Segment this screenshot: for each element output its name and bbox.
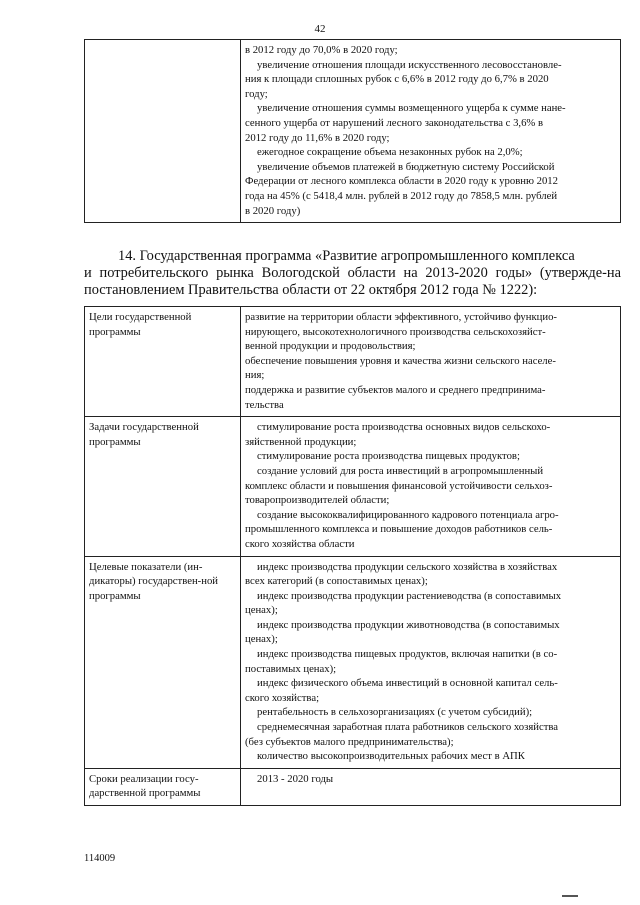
continued-table <box>84 39 621 223</box>
text-line: стимулирование роста производства пищевых продуктов; <box>257 450 520 463</box>
text-line: 2013 - 2020 годы <box>257 772 334 785</box>
text-line: ценах); <box>245 604 278 617</box>
text-line: Федерации от лесного комплекса области в 2020 году к уровню 2012 <box>245 175 558 188</box>
text-line: индекс физического объема инвестиций в основной капитал сель- <box>257 677 558 690</box>
text-line: поставимых ценах); <box>245 662 337 675</box>
text-line: индекс производства продукции животноводства (в сопоставимых <box>257 618 560 631</box>
row-content-timeline <box>241 768 621 805</box>
text-line: в 2020 году) <box>245 204 301 217</box>
text-line: всех категорий (в сопоставимых ценах); <box>245 575 428 588</box>
text-line: венной продукции и продовольствия; <box>245 340 416 353</box>
text-line: увеличение отношения суммы возмещенного ущерба к сумме нане- <box>257 102 566 115</box>
page-number: 42 <box>314 23 326 35</box>
text-line: ния; <box>245 369 265 382</box>
text-line: увеличение объемов платежей в бюджетную систему Российской <box>257 160 555 173</box>
text-line: ния к площади сплошных рубок с 6,6% в 2012 году до 6,7% в 2020 <box>245 73 549 86</box>
text-line: 2012 году до 11,6% в 2020 году; <box>245 131 390 144</box>
text-line: обеспечение повышения уровня и качества жизни сельского населе- <box>245 354 556 367</box>
text-line: развитие на территории области эффективного, устойчиво функцио- <box>245 311 557 323</box>
table-row <box>85 307 621 417</box>
text-line: (без субъектов малого предпринимательства); <box>245 735 454 748</box>
empty-label-cell <box>85 40 241 223</box>
heading-line-1: 14. Государственная программа «Развитие агропромышленного комплекса <box>118 248 575 264</box>
row-label-tasks: Задачи государственной программы <box>85 417 241 556</box>
table-row <box>85 417 621 556</box>
text-line: ценах); <box>245 633 278 646</box>
text-line: году; <box>245 87 268 100</box>
text-line: тельства <box>245 398 284 411</box>
text-line: сенного ущерба от нарушений лесного законодательства с 3,6% в <box>245 116 544 129</box>
text-line: индекс производства продукции сельского хозяйства в хозяйствах <box>257 560 558 573</box>
text-line: индекс производства продукции растениеводства (в сопоставимых <box>257 589 562 602</box>
table-row <box>85 556 621 768</box>
text-line: года на 45% (с 5418,4 млн. рублей в 2012 году до 7858,5 млн. рублей <box>245 189 558 202</box>
row-content-indicators <box>241 556 621 768</box>
text-line: зяйственной продукции; <box>245 435 357 448</box>
text-line: среднемесячная заработная плата работников сельского хозяйства <box>257 721 559 734</box>
scan-mark <box>562 895 578 897</box>
text-line: стимулирование роста производства основных видов сельскохо- <box>257 421 551 434</box>
text-line: в 2012 году до 70,0% в 2020 году; <box>245 44 398 56</box>
text-line: ежегодное сокращение объема незаконных рубок на 2,0%; <box>257 146 523 159</box>
text-line: создание высококвалифицированного кадрового потенциала агро- <box>257 508 559 521</box>
table-row <box>85 768 621 805</box>
indicator-lines <box>245 43 616 218</box>
text-line: товаропроизводителей области; <box>245 494 390 507</box>
row-label-timeline: Сроки реализации госу-дарственной программы <box>85 768 241 805</box>
text-line: индекс производства пищевых продуктов, включая напитки (в со- <box>257 648 558 661</box>
footer-code: 114009 <box>84 853 116 864</box>
text-line: ского хозяйства; <box>245 691 320 704</box>
heading-rest: и потребительского рынка Вологодской области на 2013-2020 годы» (утвержде-на постановлением Правительства области от 22 октября 2012 года № 1222): <box>84 265 621 299</box>
indicators-continued-cell <box>241 40 621 223</box>
row-content-goals <box>241 307 621 417</box>
text-line: рентабельность в сельхозорганизациях (с учетом субсидий); <box>257 706 533 719</box>
program-passport-table <box>84 306 621 806</box>
row-content-tasks <box>241 417 621 556</box>
row-label-indicators: Целевые показатели (ин-дикаторы) государствен-ной программы <box>85 556 241 768</box>
text-line: поддержка и развитие субъектов малого и среднего предпринима- <box>245 383 546 396</box>
text-line: количество высокопроизводительных рабочих мест в АПК <box>257 750 525 763</box>
table-row <box>85 40 621 223</box>
text-line: нирующего, высокотехнологичного производства сельскохозяйст- <box>245 325 546 338</box>
text-line: комплекс области и повышения финансовой устойчивости сельхоз- <box>245 479 553 492</box>
text-line: создание условий для роста инвестиций в агропромышленный <box>257 464 544 477</box>
section-heading <box>84 248 621 300</box>
row-label-goals: Цели государственной программы <box>85 307 241 417</box>
text-line: ского хозяйства области <box>245 537 355 550</box>
text-line: увеличение отношения площади искусственного лесовосстановле- <box>257 58 562 71</box>
text-line: промышленного комплекса и повышение доходов работников сель- <box>245 523 553 536</box>
